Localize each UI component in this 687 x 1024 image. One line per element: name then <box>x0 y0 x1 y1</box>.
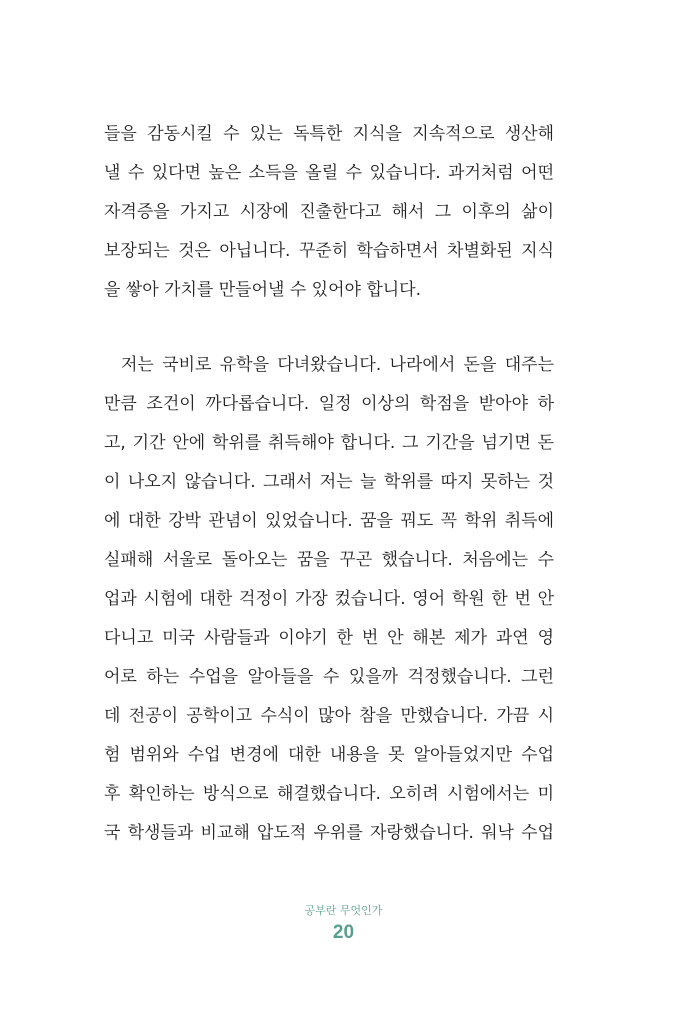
text-line: 실패해 서울로 돌아오는 꿈을 꾸곤 했습니다. 처음에는 수 <box>104 550 554 570</box>
text-line: 험 범위와 수업 변경에 대한 내용을 못 알아들었지만 수업 <box>104 745 554 765</box>
text-line: 어로 하는 수업을 알아들을 수 있을까 걱정했습니다. 그런 <box>104 667 554 687</box>
paragraph-2 <box>104 346 554 853</box>
running-footer-book-title: 공부란 무엇인가 <box>304 904 383 917</box>
page-number: 20 <box>332 922 355 943</box>
paragraph-1 <box>104 115 554 310</box>
text-line: 다니고 미국 사람들과 이야기 한 번 안 해본 제가 과연 영 <box>104 628 554 648</box>
text-line: 보장되는 것은 아닙니다. 꾸준히 학습하면서 차별화된 지식 <box>104 241 554 261</box>
text-line: 고, 기간 안에 학위를 취득해야 합니다. 그 기간을 넘기면 돈 <box>104 433 554 453</box>
text-line: 자격증을 가지고 시장에 진출한다고 해서 그 이후의 삶이 <box>104 202 554 222</box>
text-line: 후 확인하는 방식으로 해결했습니다. 오히려 시험에서는 미 <box>104 784 554 804</box>
text-line: 낼 수 있다면 높은 소득을 올릴 수 있습니다. 과거처럼 어떤 <box>104 163 554 183</box>
text-line: 에 대한 강박 관념이 있었습니다. 꿈을 꿔도 꼭 학위 취득에 <box>104 511 554 531</box>
text-line: 데 전공이 공학이고 수식이 많아 참을 만했습니다. 가끔 시 <box>104 706 554 726</box>
text-line: 을 쌓아 가치를 만들어낼 수 있어야 합니다. <box>104 280 422 300</box>
text-line: 이 나오지 않습니다. 그래서 저는 늘 학위를 따지 못하는 것 <box>104 472 554 492</box>
text-line: 만큼 조건이 까다롭습니다. 일정 이상의 학점을 받아야 하 <box>104 394 554 414</box>
text-line: 국 학생들과 비교해 압도적 우위를 자랑했습니다. 워낙 수업 <box>104 823 554 843</box>
text-line: 저는 국비로 유학을 다녀왔습니다. 나라에서 돈을 대주는 <box>121 355 554 375</box>
text-line: 들을 감동시킬 수 있는 독특한 지식을 지속적으로 생산해 <box>104 124 554 144</box>
text-line: 업과 시험에 대한 걱정이 가장 컸습니다. 영어 학원 한 번 안 <box>104 589 554 609</box>
